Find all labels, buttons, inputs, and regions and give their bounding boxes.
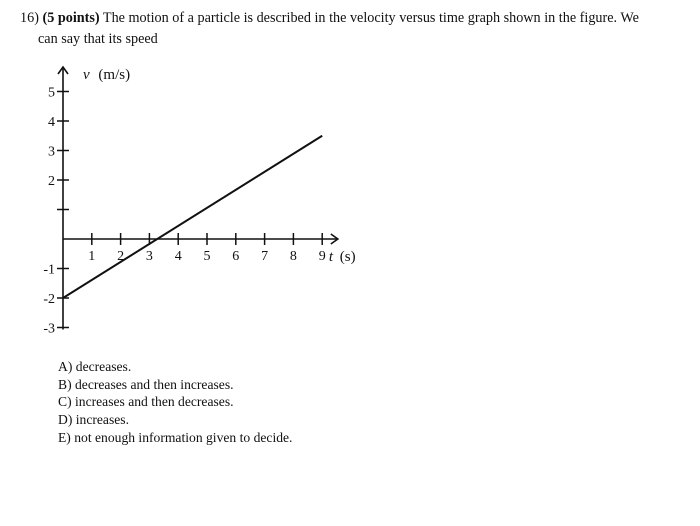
choice-text: not enough information given to decide. <box>74 429 293 445</box>
x-tick-label: 8 <box>289 249 297 264</box>
y-tick-label: -3 <box>43 321 55 337</box>
x-tick-label: 6 <box>232 249 240 264</box>
choice-letter: B) <box>58 376 72 392</box>
series-line <box>63 136 322 298</box>
y-tick-label: 2 <box>48 174 55 189</box>
x-tick-label: 1 <box>88 249 96 264</box>
y-tick-label: 5 <box>48 85 55 101</box>
y-ticks <box>43 86 69 337</box>
y-tick-label: 4 <box>48 115 55 130</box>
y-axis-label <box>83 67 130 83</box>
choice-e[interactable] <box>58 429 292 447</box>
choice-b[interactable] <box>58 376 292 394</box>
y-tick-label: -1 <box>43 262 55 278</box>
choice-letter: C) <box>58 394 72 410</box>
axes <box>58 67 338 330</box>
y-tick-label: -2 <box>43 292 55 307</box>
x-tick-label: 9 <box>318 249 326 264</box>
choice-letter: E) <box>58 429 71 445</box>
choice-letter: A) <box>58 359 73 374</box>
x-axis-units: (s) <box>339 249 356 265</box>
question-prompt-line2: can say that its speed <box>38 31 158 47</box>
choice-text: increases. <box>75 412 129 428</box>
x-tick-label: 3 <box>145 249 153 264</box>
answer-choices <box>58 358 292 447</box>
choice-c[interactable] <box>58 393 292 411</box>
x-tick-label: 4 <box>174 249 182 264</box>
question-points: (5 points) <box>42 10 100 26</box>
x-axis-label <box>329 249 356 265</box>
x-tick-label: 7 <box>261 249 269 264</box>
y-axis-symbol: v <box>83 67 90 83</box>
choice-d[interactable] <box>58 411 292 429</box>
x-tick-label: 5 <box>203 249 211 264</box>
choice-text: increases and then decreases. <box>75 394 234 410</box>
choice-text: decreases. <box>75 359 132 374</box>
question-number: 16) <box>20 10 39 26</box>
y-tick-label: 3 <box>48 144 55 160</box>
choice-text: decreases and then increases. <box>75 376 234 392</box>
choice-a[interactable] <box>58 358 292 376</box>
data-series <box>63 136 322 298</box>
choice-letter: D) <box>58 412 73 428</box>
x-axis-symbol: t <box>328 249 334 265</box>
y-axis-units: (m/s) <box>98 67 131 83</box>
question-prompt-line1: The motion of a particle is described in the velocity versus time graph shown in the figure. We <box>102 10 639 26</box>
x-tick-label: 2 <box>117 249 125 264</box>
